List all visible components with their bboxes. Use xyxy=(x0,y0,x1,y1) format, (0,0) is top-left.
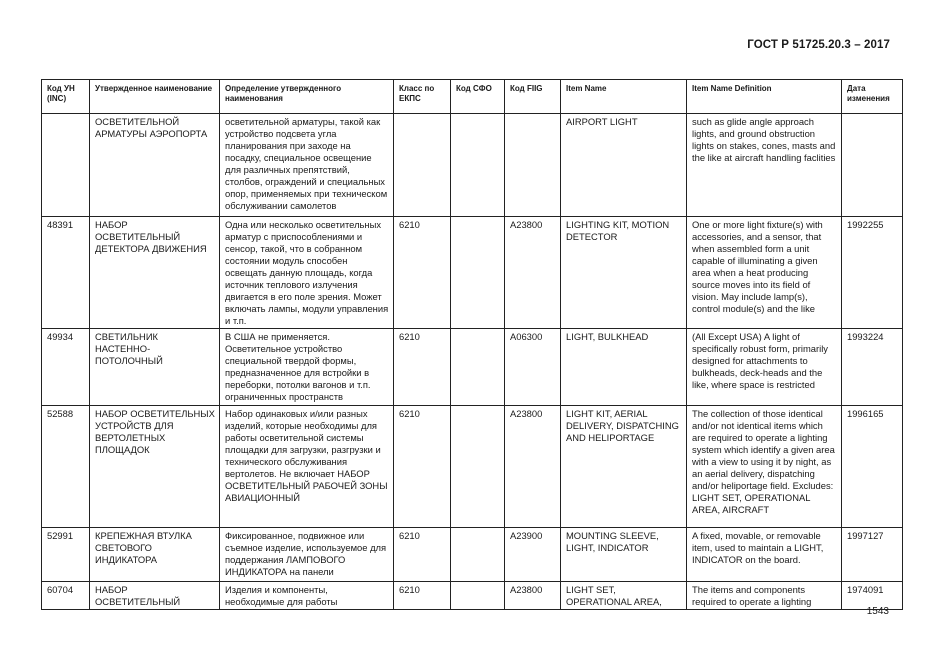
cell-item-definition: The collection of those identical and/or not identical items which are required to operate a lighting system which identify a given area with a view to using it by night, as an aerial delivery, dispatching and/or heliportage field. Excludes: LIGHT SET, OPERATIONAL AREA, AIRCRAFT xyxy=(687,406,842,528)
cell-item-name: LIGHT, BULKHEAD xyxy=(561,329,687,406)
cell-inc xyxy=(42,114,90,217)
col-header-inc: Код УН (INC) xyxy=(42,80,90,114)
table-row xyxy=(42,217,903,329)
cell-name-ru: КРЕПЕЖНАЯ ВТУЛКА СВЕТОВОГО ИНДИКАТОРА xyxy=(90,528,220,582)
cell-date xyxy=(842,114,903,217)
col-header-definition-ru: Определение утвержденного наименования xyxy=(220,80,394,114)
cell-fiig: A23800 xyxy=(505,217,561,329)
cell-date: 1997127 xyxy=(842,528,903,582)
cell-definition-ru: Изделия и компоненты, необходимые для работы xyxy=(220,582,394,610)
cell-name-ru: НАБОР ОСВЕТИТЕЛЬНЫЙ xyxy=(90,582,220,610)
table-header-row xyxy=(42,80,903,114)
cell-date: 1993224 xyxy=(842,329,903,406)
cell-class: 6210 xyxy=(394,217,451,329)
cell-inc: 48391 xyxy=(42,217,90,329)
cell-class: 6210 xyxy=(394,528,451,582)
cell-definition-ru: Фиксированное, подвижное или съемное изделие, используемое для поддержания ЛАМПОВОГО ИНДИКАТОРА на панели xyxy=(220,528,394,582)
cell-inc: 52991 xyxy=(42,528,90,582)
cell-item-definition: such as glide angle approach lights, and ground obstruction lights on stakes, cones, masts and the like at aircraft handling faclities xyxy=(687,114,842,217)
col-header-date: Дата изменения xyxy=(842,80,903,114)
cell-fiig xyxy=(505,114,561,217)
cell-item-name: LIGHTING KIT, MOTION DETECTOR xyxy=(561,217,687,329)
table-row xyxy=(42,406,903,528)
cell-sfo xyxy=(451,406,505,528)
document-header: ГОСТ Р 51725.20.3 – 2017 xyxy=(747,39,890,51)
cell-definition-ru: В США не применяется. Осветительное устройство специальной твердой формы, предназначенное для встройки в переборки, потолки вагонов и т.п. ограниченных пространств xyxy=(220,329,394,406)
cell-fiig: A06300 xyxy=(505,329,561,406)
table-row xyxy=(42,582,903,610)
cell-date: 1974091 xyxy=(842,582,903,610)
cell-definition-ru: осветительной арматуры, такой как устройство подсвета угла планирования при заходе на посадку, специальное освещение для различных препятствий, столбов, ограждений и специальных опор, применяемых при техническом обслуживании самолетов xyxy=(220,114,394,217)
cell-definition-ru: Одна или несколько осветительных арматур с приспособлениями и сенсор, такой, что в собранном состоянии модуль способен освещать данную площадь, когда источник теплового излучения двигается в его поле зрения. Может включать лампы, модули управления и т.п. xyxy=(220,217,394,329)
cell-item-name: LIGHT KIT, AERIAL DELIVERY, DISPATCHING AND HELIPORTAGE xyxy=(561,406,687,528)
cell-date: 1996165 xyxy=(842,406,903,528)
table-row xyxy=(42,329,903,406)
cell-item-definition: (All Except USA) A light of specifically robust form, primarily designed for attachments to bulkheads, deck-heads and the like, where space is restricted xyxy=(687,329,842,406)
cell-sfo xyxy=(451,114,505,217)
cell-class xyxy=(394,114,451,217)
cell-fiig: A23800 xyxy=(505,406,561,528)
cell-inc: 49934 xyxy=(42,329,90,406)
col-header-sfo: Код СФО xyxy=(451,80,505,114)
cell-date: 1992255 xyxy=(842,217,903,329)
cell-definition-ru: Набор одинаковых и/или разных изделий, которые необходимы для работы осветительной системы площадки для загрузки, разгрузки и технического обслуживания вертолетов. Не включает НАБОР ОСВЕТИТЕЛЬНЫЙ РАБОЧЕЙ ЗОНЫ АВИАЦИОННЫЙ xyxy=(220,406,394,528)
cell-item-definition: The items and components required to operate a lighting xyxy=(687,582,842,610)
col-header-fiig: Код FIIG xyxy=(505,80,561,114)
cell-sfo xyxy=(451,582,505,610)
table-row xyxy=(42,114,903,217)
cell-class: 6210 xyxy=(394,329,451,406)
cell-sfo xyxy=(451,329,505,406)
cell-fiig: A23800 xyxy=(505,582,561,610)
cell-name-ru: ОСВЕТИТЕЛЬНОЙ АРМАТУРЫ АЭРОПОРТА xyxy=(90,114,220,217)
cell-sfo xyxy=(451,528,505,582)
cell-name-ru: СВЕТИЛЬНИК НАСТЕННО-ПОТОЛОЧНЫЙ xyxy=(90,329,220,406)
cell-class: 6210 xyxy=(394,582,451,610)
cell-sfo xyxy=(451,217,505,329)
cell-name-ru: НАБОР ОСВЕТИТЕЛЬНЫХ УСТРОЙСТВ ДЛЯ ВЕРТОЛЕТНЫХ ПЛОЩАДОК xyxy=(90,406,220,528)
cell-inc: 52588 xyxy=(42,406,90,528)
cell-class: 6210 xyxy=(394,406,451,528)
cell-item-name: MOUNTING SLEEVE, LIGHT, INDICATOR xyxy=(561,528,687,582)
cell-name-ru: НАБОР ОСВЕТИТЕЛЬНЫЙ ДЕТЕКТОРА ДВИЖЕНИЯ xyxy=(90,217,220,329)
cell-item-definition: One or more light fixture(s) with accessories, and a sensor, that when assembled form a unit capable of illuminating a given area when a heat producing source moves into its field of vision. May include lamp(s), control module(s) and the like xyxy=(687,217,842,329)
table-row xyxy=(42,528,903,582)
col-header-item-definition: Item Name Definition xyxy=(687,80,842,114)
cell-item-definition: A fixed, movable, or removable item, used to maintain a LIGHT, INDICATOR on the board. xyxy=(687,528,842,582)
col-header-item-name: Item Name xyxy=(561,80,687,114)
cell-fiig: A23900 xyxy=(505,528,561,582)
cell-item-name: AIRPORT LIGHT xyxy=(561,114,687,217)
cell-inc: 60704 xyxy=(42,582,90,610)
page-number: 1543 xyxy=(866,606,889,617)
col-header-name-ru: Утвержденное наименование xyxy=(90,80,220,114)
col-header-class: Класс по ЕКПС xyxy=(394,80,451,114)
cell-item-name: LIGHT SET, OPERATIONAL AREA, xyxy=(561,582,687,610)
approved-names-table xyxy=(41,79,903,610)
